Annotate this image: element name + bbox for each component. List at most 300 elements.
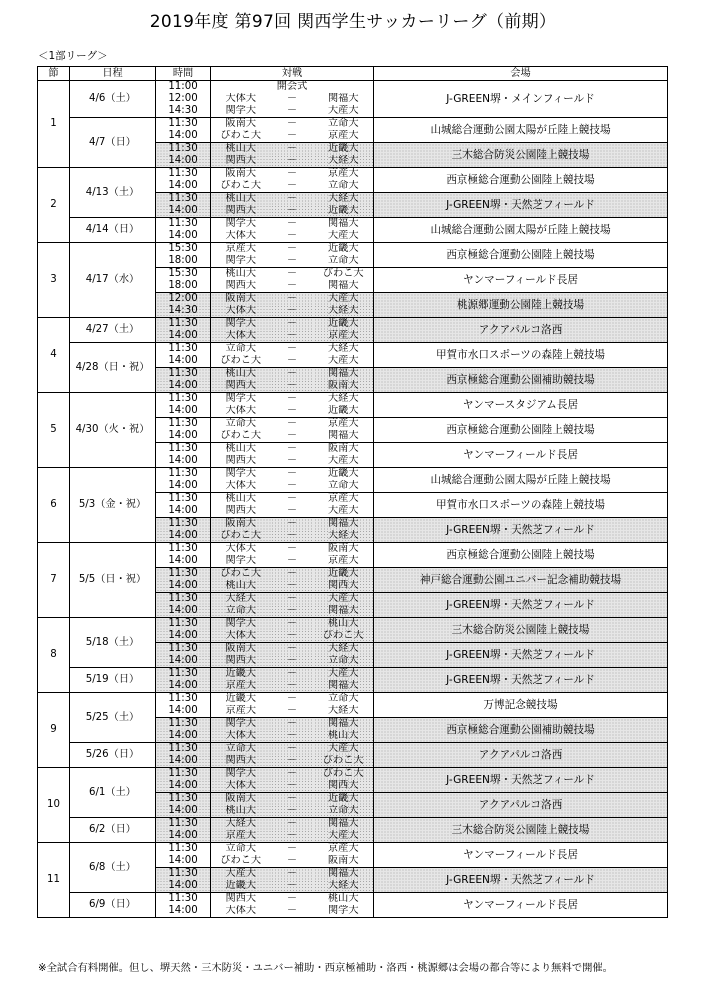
venue-name: ヤンマーフィールド長居 (374, 443, 668, 468)
venue-name: ヤンマーフィールド長居 (374, 843, 668, 868)
kickoff-time: 11:30 (156, 218, 211, 231)
home-team: 近畿大 (211, 693, 271, 706)
division-label: ＜1部リーグ＞ (38, 50, 108, 62)
match-row (38, 768, 668, 781)
versus-dash: － (271, 105, 314, 118)
match-row (38, 693, 668, 706)
kickoff-time: 14:00 (156, 380, 211, 393)
away-team: 関福大 (314, 218, 374, 231)
away-team: 近畿大 (314, 318, 374, 331)
home-team: 関西大 (211, 505, 271, 518)
home-team: 立命大 (211, 605, 271, 618)
versus-dash: － (271, 718, 314, 731)
venue-name: 三木総合防災公園陸上競技場 (374, 818, 668, 843)
away-team: 大経大 (314, 880, 374, 893)
section-number: 6 (38, 468, 70, 543)
versus-dash: － (271, 530, 314, 543)
home-team: 関西大 (211, 155, 271, 168)
venue-name: 三木総合防災公園陸上競技場 (374, 143, 668, 168)
home-team: びわこ大 (211, 530, 271, 543)
home-team: 阪南大 (211, 168, 271, 181)
kickoff-time: 14:00 (156, 805, 211, 818)
venue-name: 西京極総合運動公園陸上競技場 (374, 243, 668, 268)
venue-name: 三木総合防災公園陸上競技場 (374, 618, 668, 643)
match-row (38, 743, 668, 756)
away-team: 近畿大 (314, 568, 374, 581)
home-team: 京産大 (211, 830, 271, 843)
kickoff-time: 11:30 (156, 193, 211, 206)
kickoff-time: 18:00 (156, 280, 211, 293)
versus-dash: － (271, 343, 314, 356)
kickoff-time: 11:30 (156, 343, 211, 356)
away-team: びわこ大 (314, 268, 374, 281)
match-date: 5/5（日・祝） (70, 543, 156, 618)
home-team: 大体大 (211, 543, 271, 556)
home-team: 阪南大 (211, 518, 271, 531)
home-team: 関西大 (211, 755, 271, 768)
versus-dash: － (271, 868, 314, 881)
away-team: 大産大 (314, 668, 374, 681)
away-team: 近畿大 (314, 468, 374, 481)
kickoff-time: 11:30 (156, 843, 211, 856)
away-team: 関福大 (314, 680, 374, 693)
home-team: びわこ大 (211, 180, 271, 193)
away-team: 阪南大 (314, 543, 374, 556)
home-team: 立命大 (211, 343, 271, 356)
versus-dash: － (271, 568, 314, 581)
home-team: 関西大 (211, 655, 271, 668)
away-team: 桃山大 (314, 893, 374, 906)
kickoff-time: 14:00 (156, 180, 211, 193)
away-team: 立命大 (314, 655, 374, 668)
versus-dash: － (271, 668, 314, 681)
kickoff-time: 14:30 (156, 105, 211, 118)
kickoff-time: 11:30 (156, 418, 211, 431)
match-date: 4/27（土） (70, 318, 156, 343)
away-team: 大経大 (314, 305, 374, 318)
match-date: 4/7（日） (70, 118, 156, 168)
versus-dash: － (271, 393, 314, 406)
versus-dash: － (271, 205, 314, 218)
home-team: 立命大 (211, 843, 271, 856)
match-date: 5/25（土） (70, 693, 156, 743)
kickoff-time: 14:00 (156, 605, 211, 618)
home-team: 阪南大 (211, 793, 271, 806)
home-team: 大体大 (211, 630, 271, 643)
versus-dash: － (271, 305, 314, 318)
versus-dash: － (271, 218, 314, 231)
versus-dash: － (271, 518, 314, 531)
header-match: 対戦 (211, 67, 374, 81)
away-team: 大産大 (314, 230, 374, 243)
venue-name: アクアパルコ洛西 (374, 743, 668, 768)
versus-dash: － (271, 180, 314, 193)
home-team: 大体大 (211, 305, 271, 318)
home-team: 阪南大 (211, 643, 271, 656)
kickoff-time: 12:00 (156, 293, 211, 306)
home-team: 関西大 (211, 893, 271, 906)
match-row (38, 893, 668, 906)
away-team: 阪南大 (314, 380, 374, 393)
kickoff-time: 11:30 (156, 693, 211, 706)
versus-dash: － (271, 280, 314, 293)
match-row (38, 468, 668, 481)
away-team: 立命大 (314, 805, 374, 818)
away-team: 関西大 (314, 780, 374, 793)
versus-dash: － (271, 155, 314, 168)
versus-dash: － (271, 480, 314, 493)
match-row (38, 343, 668, 356)
venue-name: J-GREEN堺・天然芝フィールド (374, 593, 668, 618)
versus-dash: － (271, 418, 314, 431)
kickoff-time: 11:30 (156, 793, 211, 806)
kickoff-time: 14:00 (156, 705, 211, 718)
kickoff-time: 14:00 (156, 880, 211, 893)
kickoff-time: 14:00 (156, 680, 211, 693)
kickoff-time: 14:00 (156, 905, 211, 918)
versus-dash: － (271, 118, 314, 131)
versus-dash: － (271, 243, 314, 256)
versus-dash: － (271, 268, 314, 281)
away-team: 近畿大 (314, 243, 374, 256)
away-team: 近畿大 (314, 143, 374, 156)
kickoff-time: 14:00 (156, 580, 211, 593)
home-team: 阪南大 (211, 118, 271, 131)
schedule-table (37, 66, 668, 918)
match-date: 4/28（日・祝） (70, 343, 156, 393)
home-team: 近畿大 (211, 880, 271, 893)
away-team: びわこ大 (314, 768, 374, 781)
away-team: 近畿大 (314, 405, 374, 418)
kickoff-time: 14:00 (156, 505, 211, 518)
venue-name: J-GREEN堺・天然芝フィールド (374, 518, 668, 543)
venue-name: 西京極総合運動公園陸上競技場 (374, 418, 668, 443)
home-team: 大体大 (211, 230, 271, 243)
home-team: 近畿大 (211, 668, 271, 681)
kickoff-time: 14:00 (156, 530, 211, 543)
versus-dash: － (271, 880, 314, 893)
match-row (38, 218, 668, 231)
kickoff-time: 15:30 (156, 268, 211, 281)
versus-dash: － (271, 330, 314, 343)
document-title: 2019年度 第97回 関西学生サッカーリーグ（前期） (149, 12, 557, 32)
versus-dash: － (271, 293, 314, 306)
away-team: 京産大 (314, 130, 374, 143)
kickoff-time: 11:00 (156, 81, 211, 94)
home-team: 関学大 (211, 468, 271, 481)
kickoff-time: 11:30 (156, 393, 211, 406)
home-team: 関学大 (211, 255, 271, 268)
kickoff-time: 11:30 (156, 643, 211, 656)
header-section: 節 (38, 67, 70, 81)
versus-dash: － (271, 380, 314, 393)
versus-dash: － (271, 355, 314, 368)
away-team: 近畿大 (314, 793, 374, 806)
home-team: 大経大 (211, 593, 271, 606)
away-team: 京産大 (314, 330, 374, 343)
home-team: 立命大 (211, 743, 271, 756)
match-date: 4/6（土） (70, 81, 156, 118)
home-team: 桃山大 (211, 443, 271, 456)
away-team: 大産大 (314, 293, 374, 306)
home-team: 大体大 (211, 93, 271, 105)
versus-dash: － (271, 593, 314, 606)
kickoff-time: 11:30 (156, 468, 211, 481)
versus-dash: － (271, 255, 314, 268)
match-row (38, 168, 668, 181)
home-team: 大産大 (211, 868, 271, 881)
versus-dash: － (271, 743, 314, 756)
home-team: 大体大 (211, 480, 271, 493)
away-team: 立命大 (314, 180, 374, 193)
header-time: 時間 (156, 67, 211, 81)
home-team: 桃山大 (211, 580, 271, 593)
away-team: 関福大 (314, 868, 374, 881)
kickoff-time: 14:00 (156, 230, 211, 243)
home-team: びわこ大 (211, 568, 271, 581)
home-team: 関学大 (211, 768, 271, 781)
footnote: ※全試合有料開催。但し、堺天然・三木防災・ユニバー補助・西京極補助・洛西・桃源郷は会場の都合等により無料で開催。 (38, 962, 613, 974)
match-row (38, 818, 668, 831)
venue-name: J-GREEN堺・天然芝フィールド (374, 768, 668, 793)
kickoff-time: 14:00 (156, 430, 211, 443)
away-team: 関福大 (314, 718, 374, 731)
away-team: 関福大 (314, 280, 374, 293)
kickoff-time: 14:00 (156, 405, 211, 418)
away-team: 近畿大 (314, 205, 374, 218)
kickoff-time: 11:30 (156, 668, 211, 681)
away-team: 大経大 (314, 705, 374, 718)
versus-dash: － (271, 580, 314, 593)
match-row (38, 843, 668, 856)
versus-dash: － (271, 430, 314, 443)
venue-name: J-GREEN堺・天然芝フィールド (374, 868, 668, 893)
versus-dash: － (271, 793, 314, 806)
versus-dash: － (271, 455, 314, 468)
kickoff-time: 11:30 (156, 818, 211, 831)
match-date: 4/17（水） (70, 243, 156, 318)
away-team: 大経大 (314, 343, 374, 356)
venue-name: 神戸総合運動公園ユニバー記念補助競技場 (374, 568, 668, 593)
venue-name: 西京極総合運動公園陸上競技場 (374, 168, 668, 193)
versus-dash: － (271, 468, 314, 481)
versus-dash: － (271, 168, 314, 181)
versus-dash: － (271, 818, 314, 831)
kickoff-time: 11:30 (156, 118, 211, 131)
venue-name: J-GREEN堺・天然芝フィールド (374, 643, 668, 668)
away-team: 関西大 (314, 580, 374, 593)
versus-dash: － (271, 643, 314, 656)
away-team: 大産大 (314, 355, 374, 368)
home-team: びわこ大 (211, 430, 271, 443)
away-team: 大産大 (314, 743, 374, 756)
home-team: 桃山大 (211, 368, 271, 381)
home-team: 立命大 (211, 418, 271, 431)
home-team: 大体大 (211, 780, 271, 793)
header-venue: 会場 (374, 67, 668, 81)
home-team: 桃山大 (211, 493, 271, 506)
home-team: 京産大 (211, 705, 271, 718)
away-team: 立命大 (314, 118, 374, 131)
home-team: 関西大 (211, 205, 271, 218)
match-row (38, 393, 668, 406)
home-team: 大体大 (211, 905, 271, 918)
home-team: 関西大 (211, 380, 271, 393)
venue-name: 山城総合運動公園太陽が丘陸上競技場 (374, 218, 668, 243)
away-team: 大経大 (314, 193, 374, 206)
away-team: 大産大 (314, 505, 374, 518)
section-number: 11 (38, 843, 70, 918)
away-team: 桃山大 (314, 730, 374, 743)
versus-dash: － (271, 193, 314, 206)
away-team: 関福大 (314, 368, 374, 381)
versus-dash: － (271, 618, 314, 631)
versus-dash: － (271, 768, 314, 781)
header-row (38, 67, 668, 81)
versus-dash: － (271, 505, 314, 518)
match-row (38, 318, 668, 331)
kickoff-time: 14:00 (156, 205, 211, 218)
venue-name: ヤンマースタジアム長居 (374, 393, 668, 418)
home-team: 大体大 (211, 730, 271, 743)
venue-name: 西京極総合運動公園補助競技場 (374, 718, 668, 743)
versus-dash: － (271, 230, 314, 243)
home-team: 関学大 (211, 105, 271, 118)
kickoff-time: 11:30 (156, 768, 211, 781)
versus-dash: － (271, 655, 314, 668)
home-team: 京産大 (211, 243, 271, 256)
match-row (38, 118, 668, 131)
away-team: 立命大 (314, 480, 374, 493)
section-number: 7 (38, 543, 70, 618)
match-date: 5/18（土） (70, 618, 156, 668)
home-team: 関学大 (211, 718, 271, 731)
away-team: 関福大 (314, 518, 374, 531)
kickoff-time: 11:30 (156, 143, 211, 156)
venue-name: 甲賀市水口スポーツの森陸上競技場 (374, 493, 668, 518)
away-team: 大産大 (314, 455, 374, 468)
section-number: 9 (38, 693, 70, 768)
kickoff-time: 14:00 (156, 830, 211, 843)
away-team: 関福大 (314, 605, 374, 618)
kickoff-time: 11:30 (156, 568, 211, 581)
kickoff-time: 14:00 (156, 655, 211, 668)
versus-dash: － (271, 693, 314, 706)
versus-dash: － (271, 318, 314, 331)
section-number: 3 (38, 243, 70, 318)
home-team: 桃山大 (211, 805, 271, 818)
venue-name: ヤンマーフィールド長居 (374, 268, 668, 293)
versus-dash: － (271, 755, 314, 768)
away-team: 立命大 (314, 693, 374, 706)
match-row (38, 618, 668, 631)
away-team: 京産大 (314, 555, 374, 568)
kickoff-time: 14:00 (156, 780, 211, 793)
match-row (38, 81, 668, 94)
venue-name: 西京極総合運動公園陸上競技場 (374, 543, 668, 568)
versus-dash: － (271, 905, 314, 918)
kickoff-time: 14:00 (156, 355, 211, 368)
header-date: 日程 (70, 67, 156, 81)
home-team: 桃山大 (211, 193, 271, 206)
home-team: びわこ大 (211, 355, 271, 368)
venue-name: 山城総合運動公園太陽が丘陸上競技場 (374, 118, 668, 143)
away-team: 京産大 (314, 843, 374, 856)
versus-dash: － (271, 605, 314, 618)
versus-dash: － (271, 730, 314, 743)
versus-dash: － (271, 493, 314, 506)
home-team: びわこ大 (211, 130, 271, 143)
kickoff-time: 14:00 (156, 455, 211, 468)
away-team: 大経大 (314, 155, 374, 168)
away-team: 関学大 (314, 905, 374, 918)
match-date: 6/2（日） (70, 818, 156, 843)
away-team: 立命大 (314, 255, 374, 268)
away-team: 大経大 (314, 643, 374, 656)
match-row (38, 243, 668, 256)
kickoff-time: 14:00 (156, 855, 211, 868)
away-team: 大産大 (314, 105, 374, 118)
home-team: 関学大 (211, 555, 271, 568)
kickoff-time: 11:30 (156, 493, 211, 506)
kickoff-time: 11:30 (156, 318, 211, 331)
kickoff-time: 14:00 (156, 755, 211, 768)
kickoff-time: 11:30 (156, 868, 211, 881)
home-team: 京産大 (211, 680, 271, 693)
match-date: 4/13（土） (70, 168, 156, 218)
match-date: 6/1（土） (70, 768, 156, 818)
versus-dash: － (271, 405, 314, 418)
kickoff-time: 14:00 (156, 130, 211, 143)
kickoff-time: 11:30 (156, 368, 211, 381)
venue-name: 桃源郷運動公園陸上競技場 (374, 293, 668, 318)
kickoff-time: 14:00 (156, 480, 211, 493)
versus-dash: － (271, 805, 314, 818)
venue-name: アクアパルコ洛西 (374, 318, 668, 343)
versus-dash: － (271, 705, 314, 718)
ceremony-label: 開会式 (211, 81, 374, 94)
versus-dash: － (271, 555, 314, 568)
away-team: 京産大 (314, 418, 374, 431)
home-team: 関西大 (211, 455, 271, 468)
versus-dash: － (271, 893, 314, 906)
venue-name: アクアパルコ洛西 (374, 793, 668, 818)
away-team: 大経大 (314, 530, 374, 543)
away-team: 関福大 (314, 818, 374, 831)
venue-name: J-GREEN堺・天然芝フィールド (374, 193, 668, 218)
kickoff-time: 11:30 (156, 593, 211, 606)
home-team: 関学大 (211, 618, 271, 631)
versus-dash: － (271, 368, 314, 381)
away-team: 関福大 (314, 430, 374, 443)
versus-dash: － (271, 630, 314, 643)
venue-name: 万博記念競技場 (374, 693, 668, 718)
kickoff-time: 11:30 (156, 168, 211, 181)
section-number: 5 (38, 393, 70, 468)
match-date: 6/8（土） (70, 843, 156, 893)
kickoff-time: 12:00 (156, 93, 211, 105)
away-team: 大産大 (314, 830, 374, 843)
match-row (38, 668, 668, 681)
venue-name: 甲賀市水口スポーツの森陸上競技場 (374, 343, 668, 368)
home-team: 大体大 (211, 330, 271, 343)
away-team: 京産大 (314, 493, 374, 506)
home-team: 桃山大 (211, 143, 271, 156)
match-date: 6/9（日） (70, 893, 156, 918)
section-number: 2 (38, 168, 70, 243)
kickoff-time: 11:30 (156, 893, 211, 906)
versus-dash: － (286, 93, 298, 104)
